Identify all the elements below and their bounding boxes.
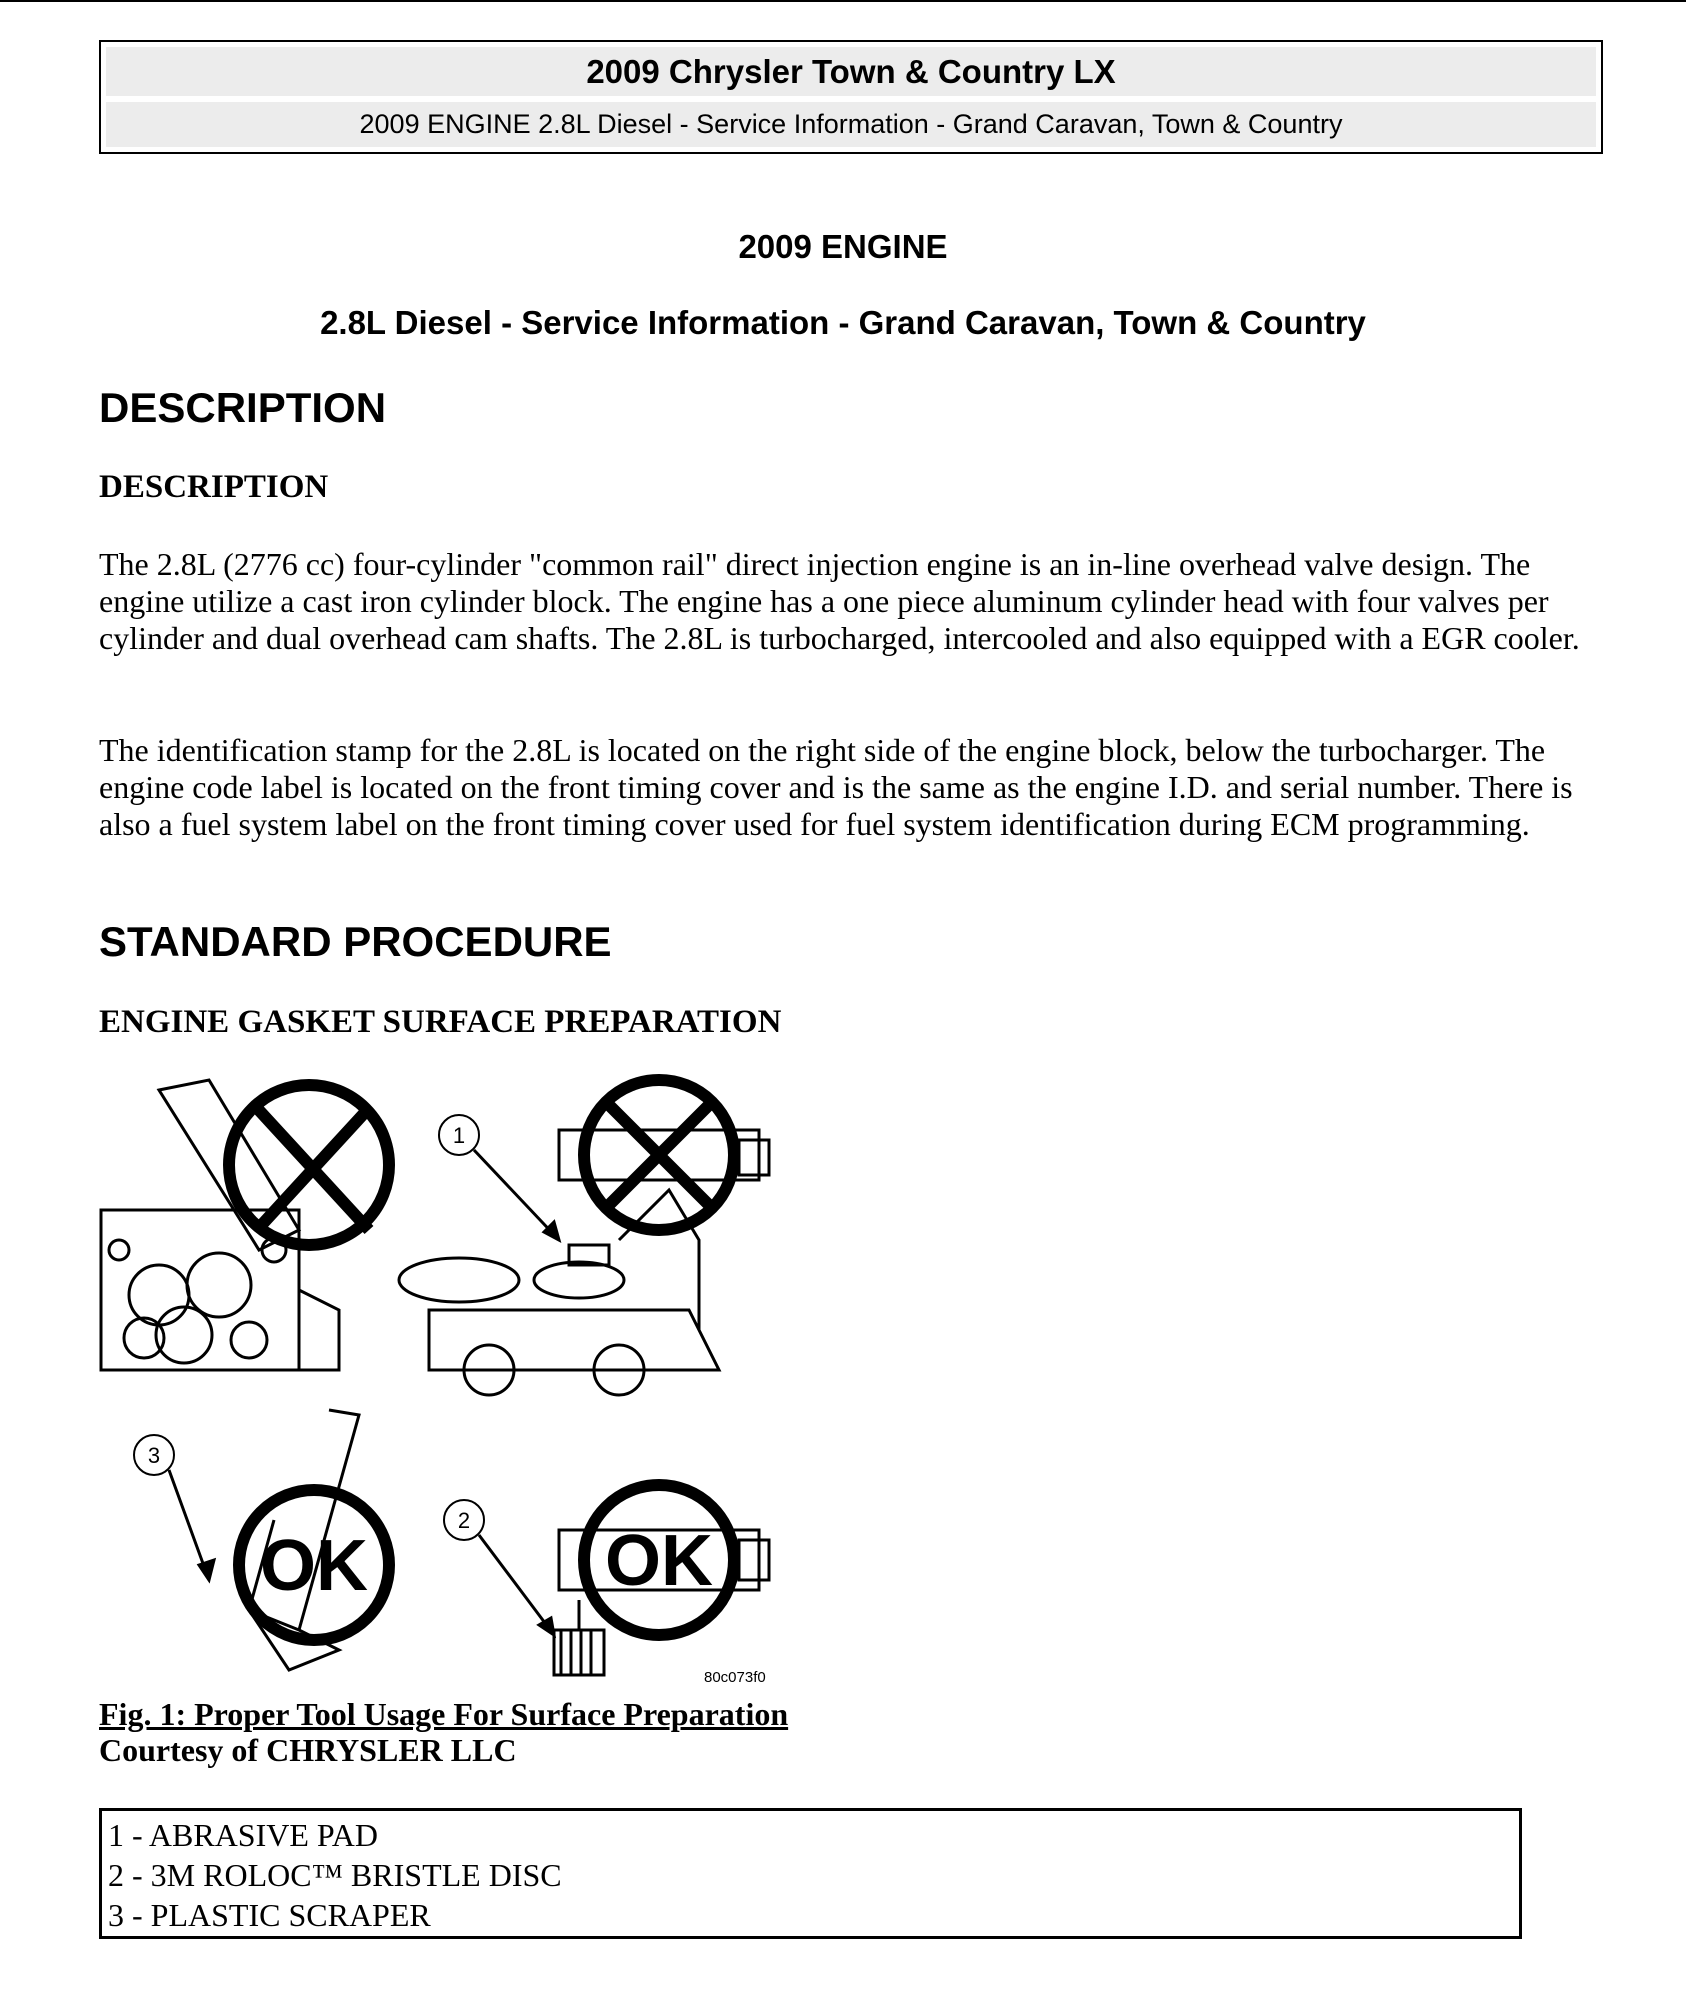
figure-caption: Fig. 1: Proper Tool Usage For Surface Preparation bbox=[99, 1696, 789, 1732]
description-subheading: DESCRIPTION bbox=[99, 469, 329, 505]
prohibited-circle-2 bbox=[584, 1080, 734, 1230]
description-paragraph-1: The 2.8L (2776 cc) four-cylinder "common rail" direct injection engine is an in-line overhead valve design. The engine utilize a cast iron cylinder block. The engine has a one piece aluminum cylinder head with four valves per cylinder and dual overhead cam shafts. The 2.8L is turbocharged, intercooled and also equipped with a EGR cooler. bbox=[99, 546, 1580, 656]
figure-courtesy: Courtesy of CHRYSLER LLC bbox=[99, 1732, 517, 1768]
callout-1-number: 1 bbox=[452, 1123, 466, 1148]
ok-label-2: OK bbox=[605, 1521, 713, 1601]
document-header bbox=[99, 40, 1603, 154]
top-rule bbox=[0, 0, 1686, 2]
legend-item: 3 - PLASTIC SCRAPER bbox=[108, 1897, 431, 1933]
figure-legend bbox=[99, 1808, 1522, 1939]
description-paragraph-2: The identification stamp for the 2.8L is located on the right side of the engine block, below the turbocharger. The engine code label is located on the front timing cover and is the same as the engine I.D. and serial number. There is also a fuel system label on the front timing cover used for fuel system identification during ECM programming. bbox=[99, 732, 1573, 842]
page-subtitle: 2.8L Diesel - Service Information - Grand Caravan, Town & Country bbox=[320, 304, 1366, 341]
callout-2-number: 2 bbox=[457, 1508, 471, 1533]
gasket-prep-subheading: ENGINE GASKET SURFACE PREPARATION bbox=[99, 1004, 782, 1040]
callout-3-number: 3 bbox=[147, 1443, 161, 1468]
callout-3 bbox=[134, 1435, 214, 1580]
vehicle-subtitle: 2009 ENGINE 2.8L Diesel - Service Information - Grand Caravan, Town & Country bbox=[106, 102, 1596, 147]
surface-prep-figure bbox=[99, 1070, 779, 1695]
prohibited-circle-1 bbox=[229, 1085, 389, 1245]
legend-item: 1 - ABRASIVE PAD bbox=[108, 1817, 378, 1853]
description-heading: DESCRIPTION bbox=[99, 384, 387, 431]
figure-code: 80c073f0 bbox=[704, 1669, 766, 1686]
standard-procedure-heading: STANDARD PROCEDURE bbox=[99, 918, 612, 965]
ok-label-1: OK bbox=[260, 1526, 368, 1606]
page-title: 2009 ENGINE bbox=[738, 228, 948, 265]
vehicle-title: 2009 Chrysler Town & Country LX bbox=[106, 47, 1596, 96]
cylinder-head-illustration bbox=[101, 1080, 339, 1370]
legend-item: 2 - 3M ROLOC™ BRISTLE DISC bbox=[108, 1857, 562, 1893]
